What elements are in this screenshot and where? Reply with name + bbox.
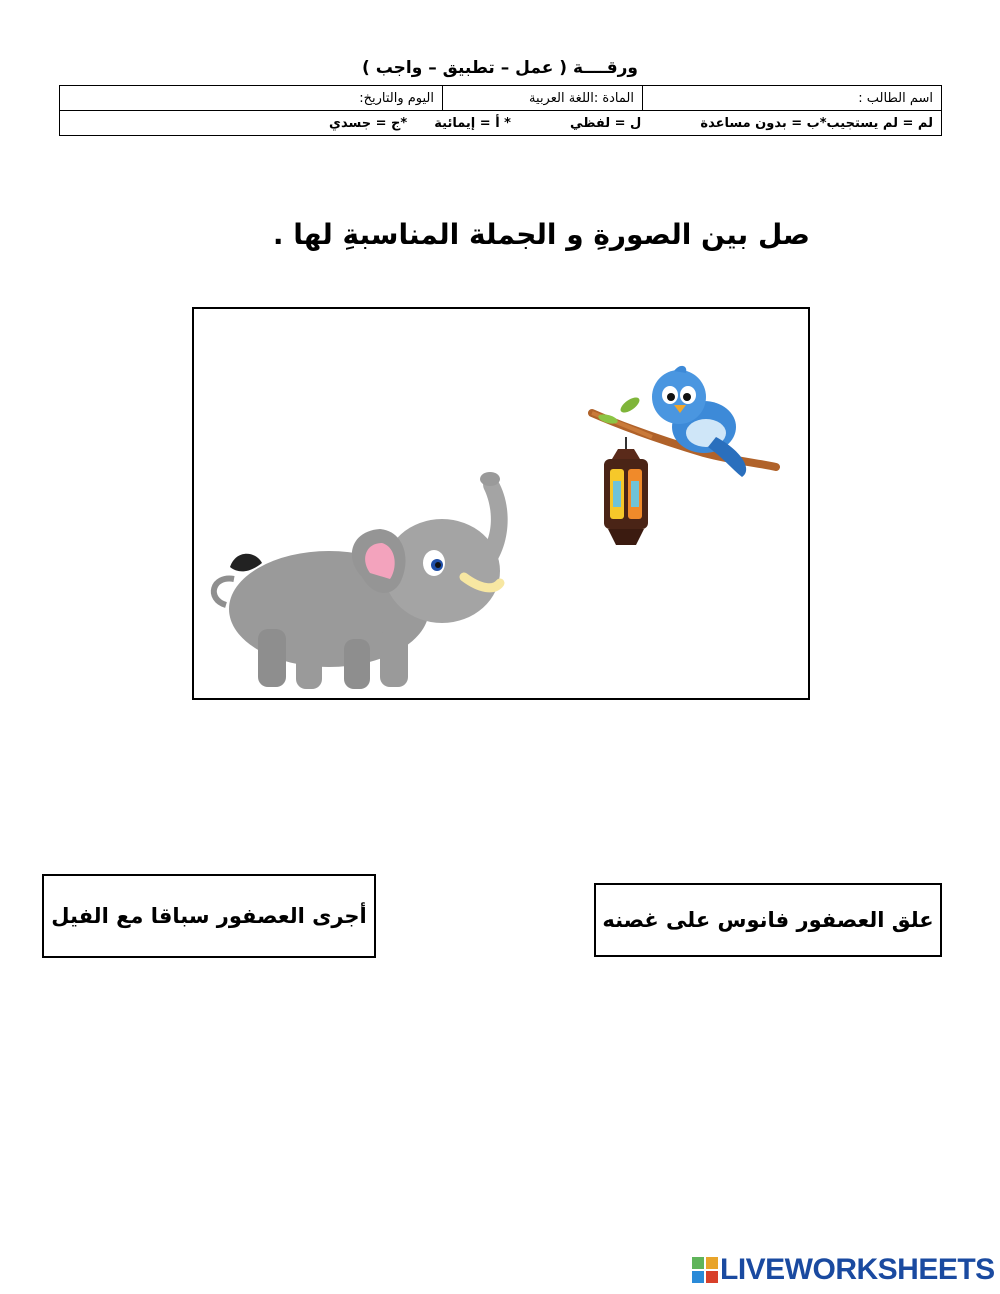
student-name-label: اسم الطالب : bbox=[858, 90, 933, 106]
legend-part4: *ج = جسدي bbox=[329, 115, 408, 131]
illustration-svg bbox=[194, 309, 808, 698]
instruction-text: صل بين الصورةِ و الجملة المناسبةِ لها . bbox=[272, 218, 810, 251]
picture-frame[interactable] bbox=[192, 307, 810, 700]
answer-left-text: أجرى العصفور سباقا مع الفيل bbox=[51, 904, 367, 928]
legend-part3: * أ = إيمائية bbox=[434, 115, 511, 131]
answer-right-text: علق العصفور فانوس على غصنه bbox=[602, 908, 934, 932]
elephant-icon bbox=[214, 472, 508, 689]
student-name-cell[interactable] bbox=[643, 86, 942, 111]
answer-box-left[interactable] bbox=[42, 874, 376, 958]
legend-row bbox=[60, 111, 942, 136]
answer-box-right[interactable] bbox=[594, 883, 942, 957]
date-cell[interactable] bbox=[60, 86, 443, 111]
subject-cell bbox=[443, 86, 643, 111]
subject-label: المادة :اللغة العربية bbox=[529, 90, 634, 106]
info-table bbox=[59, 85, 942, 136]
legend-part1: لم = لم يستجيب*ب = بدون مساعدة bbox=[700, 115, 933, 131]
lantern-icon bbox=[604, 437, 648, 545]
worksheet-title: ورقــــة ( عمل – تطبيق – واجب ) bbox=[362, 58, 638, 78]
date-label: اليوم والتاريخ: bbox=[359, 90, 434, 106]
legend-part2: ل = لفظي bbox=[570, 115, 642, 131]
logo-icon bbox=[692, 1257, 718, 1283]
liveworksheets-logo[interactable] bbox=[692, 1252, 995, 1288]
bird-icon bbox=[652, 366, 746, 477]
logo-text: LIVEWORKSHEETS bbox=[720, 1253, 995, 1286]
